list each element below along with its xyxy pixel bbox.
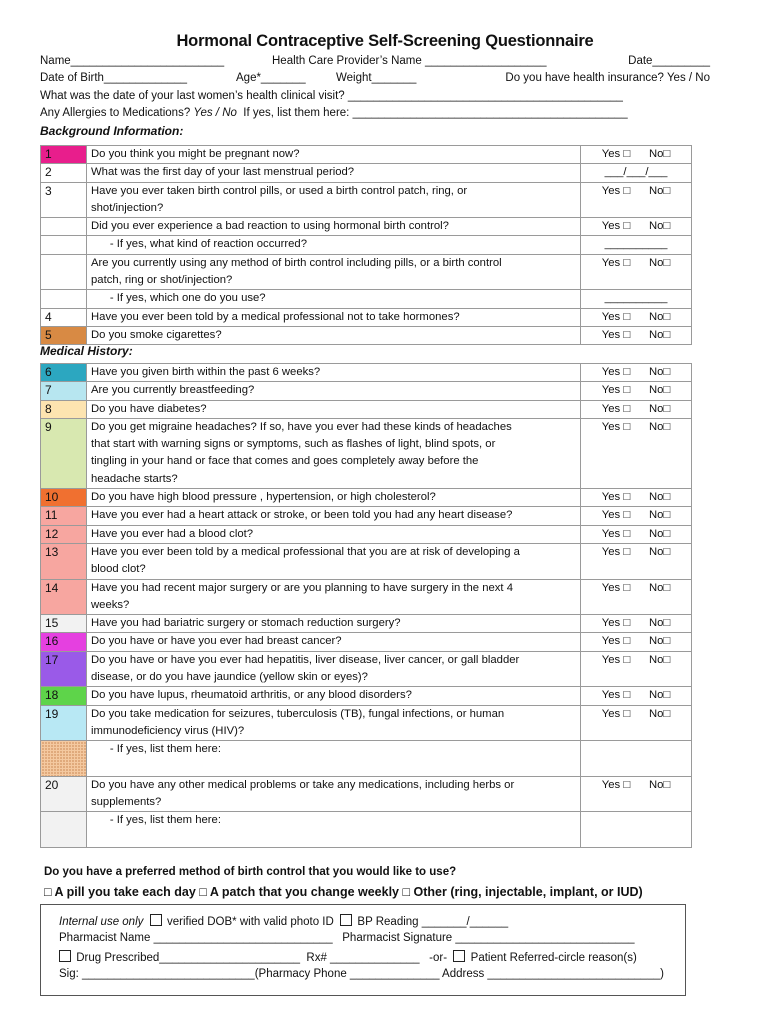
question-row — [41, 326, 692, 344]
answer-cell[interactable]: Yes □ No□ — [581, 326, 692, 344]
question-row — [41, 364, 692, 382]
question-row — [41, 290, 692, 308]
insurance-field[interactable]: Do you have health insurance? Yes / No — [505, 72, 710, 84]
question-text — [87, 579, 581, 615]
question-line: supplements? — [91, 796, 162, 809]
question-row — [41, 236, 692, 254]
answer-cell[interactable]: Yes □ No□ — [581, 146, 692, 164]
answer-cell[interactable]: Yes □ No□ — [581, 633, 692, 651]
question-row — [41, 741, 692, 777]
question-number: 17 — [41, 651, 87, 687]
internal-use-box — [40, 904, 686, 996]
answer-cell[interactable]: Yes □ No□ — [581, 651, 692, 687]
question-line: - If yes, list them here: — [91, 743, 221, 756]
question-text — [87, 615, 581, 633]
answer-cell[interactable]: Yes □ No□ — [581, 776, 692, 812]
question-text — [87, 489, 581, 507]
background-section-title: Background Information: — [40, 124, 184, 138]
provider-field[interactable]: Health Care Provider’s Name ___________________ — [272, 55, 547, 67]
question-row — [41, 382, 692, 400]
last-visit-field[interactable]: What was the date of your last women’s health clinical visit? ___________________________________________ — [40, 90, 623, 102]
question-line: disease, or do you have jaundice (yellow skin or eyes)? — [91, 671, 368, 684]
question-number: 5 — [41, 326, 87, 344]
question-number: 20 — [41, 776, 87, 812]
question-line: Have you had recent major surgery or are you planning to have surgery in the next 4 — [91, 581, 513, 594]
answer-cell[interactable] — [581, 741, 692, 777]
question-line: Do you have any other medical problems or take any medications, including herbs or — [91, 778, 515, 791]
question-number: 6 — [41, 364, 87, 382]
question-number: 14 — [41, 579, 87, 615]
dob-field[interactable]: Date of Birth_____________ — [40, 72, 188, 84]
answer-cell[interactable]: ___/___/___ — [581, 164, 692, 182]
answer-cell[interactable]: Yes □ No□ — [581, 182, 692, 218]
question-row — [41, 400, 692, 418]
answer-cell[interactable]: Yes □ No□ — [581, 687, 692, 705]
question-text — [87, 164, 581, 182]
question-row — [41, 543, 692, 579]
question-row — [41, 308, 692, 326]
question-text — [87, 687, 581, 705]
allergies-line — [40, 107, 710, 119]
question-line — [91, 830, 576, 847]
pharmacist-signature-field[interactable]: Pharmacist Signature ____________________________ — [342, 932, 635, 944]
question-line: - If yes, what kind of reaction occurred? — [91, 238, 307, 251]
question-line: Are you currently breastfeeding? — [91, 384, 255, 397]
question-text — [87, 400, 581, 418]
bp-checkbox[interactable] — [340, 914, 352, 926]
question-text — [87, 382, 581, 400]
patient-referred-label: Patient Referred-circle reason(s) — [470, 952, 637, 964]
question-text — [87, 308, 581, 326]
question-text — [87, 218, 581, 236]
question-row — [41, 705, 692, 741]
question-line: Do you get migraine headaches? If so, have you ever had these kinds of headaches — [91, 420, 512, 433]
question-number: 4 — [41, 308, 87, 326]
answer-cell[interactable]: Yes □ No□ — [581, 525, 692, 543]
question-number — [41, 812, 87, 848]
question-number: 11 — [41, 507, 87, 525]
answer-cell[interactable]: Yes □ No□ — [581, 489, 692, 507]
question-text — [87, 146, 581, 164]
question-row — [41, 507, 692, 525]
question-line: Have you given birth within the past 6 weeks? — [91, 366, 321, 378]
rx-field[interactable]: Rx# ______________ — [306, 952, 420, 964]
question-line: Have you ever taken birth control pills, or used a birth control patch, ring, or — [91, 184, 468, 197]
name-field[interactable]: Name________________________ — [40, 55, 225, 67]
question-row — [41, 489, 692, 507]
answer-cell[interactable]: Yes □ No□ — [581, 218, 692, 236]
question-number: 12 — [41, 525, 87, 543]
answer-cell[interactable]: Yes □ No□ — [581, 579, 692, 615]
answer-cell[interactable]: __________ — [581, 290, 692, 308]
age-field[interactable]: Age*_______ — [236, 72, 306, 84]
question-text — [87, 651, 581, 687]
verified-label: verified DOB* with valid photo ID — [166, 916, 334, 928]
drug-prescribed-checkbox[interactable] — [59, 950, 71, 962]
question-number — [41, 218, 87, 236]
question-line: tingling in your hand or face that comes and goes completely away before the — [91, 455, 479, 468]
answer-cell[interactable]: Yes □ No□ — [581, 507, 692, 525]
question-row — [41, 579, 692, 615]
question-text — [87, 741, 581, 777]
question-row — [41, 418, 692, 488]
drug-prescribed-field[interactable]: Drug Prescribed______________________ — [76, 952, 300, 964]
weight-field[interactable]: Weight_______ — [336, 72, 417, 84]
question-row — [41, 218, 692, 236]
sig-field[interactable]: Sig: ___________________________(Pharmacy Phone ______________ Address ___________________________) — [59, 968, 664, 980]
question-line: weeks? — [91, 598, 130, 611]
question-row — [41, 615, 692, 633]
question-text — [87, 633, 581, 651]
question-line: Have you ever had a heart attack or stroke, or been told you had any heart disease? — [91, 509, 513, 522]
question-text — [87, 182, 581, 218]
question-line: Do you have lupus, rheumatoid arthritis, or any blood disorders? — [91, 689, 412, 702]
question-line — [91, 759, 576, 776]
question-number: 7 — [41, 382, 87, 400]
question-line: Do you think you might be pregnant now? — [91, 148, 300, 160]
answer-cell[interactable]: Yes □ No□ — [581, 705, 692, 741]
question-text — [87, 236, 581, 254]
question-row — [41, 254, 692, 290]
preferred-method-options[interactable]: □ A pill you take each day □ A patch that you change weekly □ Other (ring, injectable, implant, or IUD) — [44, 885, 643, 899]
question-text — [87, 418, 581, 488]
internal-use-label: Internal use only — [59, 916, 144, 928]
answer-cell[interactable]: Yes □ No□ — [581, 418, 692, 488]
question-number — [41, 236, 87, 254]
question-row — [41, 182, 692, 218]
question-number: 9 — [41, 418, 87, 488]
medical-history-table — [40, 363, 692, 848]
question-number: 2 — [41, 164, 87, 182]
question-line: immunodeficiency virus (HIV)? — [91, 724, 245, 737]
question-number — [41, 741, 87, 777]
answer-cell[interactable]: Yes □ No□ — [581, 400, 692, 418]
answer-cell[interactable]: Yes □ No□ — [581, 254, 692, 290]
allergies-yesno[interactable]: Yes / No — [193, 107, 237, 119]
background-table — [40, 145, 692, 345]
question-row — [41, 651, 692, 687]
question-number — [41, 254, 87, 290]
question-line: Do you have high blood pressure , hypertension, or high cholesterol? — [91, 491, 436, 504]
question-line: shot/injection? — [91, 201, 164, 214]
question-line: - If yes, list them here: — [91, 814, 221, 827]
question-text — [87, 525, 581, 543]
question-text — [87, 326, 581, 344]
answer-cell[interactable]: __________ — [581, 236, 692, 254]
question-row — [41, 812, 692, 848]
question-text — [87, 705, 581, 741]
answer-cell[interactable]: Yes □ No□ — [581, 543, 692, 579]
patient-referred-checkbox[interactable] — [453, 950, 465, 962]
question-line: Are you currently using any method of birth control including pills, or a birth control — [91, 256, 502, 269]
question-row — [41, 146, 692, 164]
question-number: 13 — [41, 543, 87, 579]
question-text — [87, 290, 581, 308]
preferred-method-question: Do you have a preferred method of birth control that you would like to use? — [44, 866, 457, 878]
question-row — [41, 687, 692, 705]
allergies-list-field[interactable]: If yes, list them here: ___________________________________________ — [243, 107, 628, 119]
answer-cell[interactable]: Yes □ No□ — [581, 308, 692, 326]
question-line: Did you ever experience a bad reaction to using hormonal birth control? — [91, 220, 449, 233]
question-row — [41, 525, 692, 543]
question-line: Do you smoke cigarettes? — [91, 328, 222, 341]
question-text — [87, 543, 581, 579]
question-number — [41, 290, 87, 308]
question-text — [87, 364, 581, 382]
question-line: blood clot? — [91, 563, 146, 576]
question-line: Do you have or have you ever had breast cancer? — [91, 635, 342, 648]
question-line: patch, ring or shot/injection? — [91, 274, 233, 287]
question-text — [87, 812, 581, 848]
pharmacist-name-field[interactable]: Pharmacist Name ____________________________ — [59, 932, 333, 944]
question-number: 19 — [41, 705, 87, 741]
question-line: What was the first day of your last menstrual period? — [91, 166, 355, 179]
question-number: 8 — [41, 400, 87, 418]
question-text — [87, 507, 581, 525]
question-line: that start with warning signs or symptoms, such as flashes of light, blind spots, or — [91, 438, 496, 451]
header-line-1 — [40, 55, 710, 67]
question-number: 16 — [41, 633, 87, 651]
question-number: 1 — [41, 146, 87, 164]
bp-reading-field[interactable]: BP Reading _______/______ — [357, 916, 509, 928]
header-line-2 — [40, 72, 710, 84]
question-number: 18 — [41, 687, 87, 705]
date-field[interactable]: Date_________ — [628, 55, 710, 67]
answer-cell[interactable]: Yes □ No□ — [581, 615, 692, 633]
question-number: 10 — [41, 489, 87, 507]
question-number: 15 — [41, 615, 87, 633]
question-text — [87, 776, 581, 812]
question-line: Do you have or have you ever had hepatitis, liver disease, liver cancer, or gall bladder — [91, 653, 520, 666]
question-line: Have you ever been told by a medical professional not to take hormones? — [91, 310, 460, 323]
question-line: Have you ever been told by a medical professional that you are at risk of developing a — [91, 545, 520, 558]
medical-section-title: Medical History: — [40, 344, 133, 358]
question-text — [87, 254, 581, 290]
or-label: -or- — [429, 952, 448, 964]
question-row — [41, 776, 692, 812]
verified-checkbox[interactable] — [150, 914, 162, 926]
question-line: Have you had bariatric surgery or stomach reduction surgery? — [91, 617, 401, 630]
question-row — [41, 164, 692, 182]
page-title: Hormonal Contraceptive Self-Screening Questionnaire — [176, 32, 594, 50]
question-row — [41, 633, 692, 651]
answer-cell[interactable] — [581, 812, 692, 848]
question-line: Do you take medication for seizures, tuberculosis (TB), fungal infections, or human — [91, 707, 505, 720]
allergies-question: Any Allergies to Medications? — [40, 107, 191, 119]
question-line: Do you have diabetes? — [91, 402, 207, 415]
question-line: headache starts? — [91, 472, 178, 485]
question-line: - If yes, which one do you use? — [91, 292, 266, 305]
question-number: 3 — [41, 182, 87, 218]
answer-cell[interactable]: Yes □ No□ — [581, 364, 692, 382]
question-line: Have you ever had a blood clot? — [91, 527, 254, 540]
answer-cell[interactable]: Yes □ No□ — [581, 382, 692, 400]
